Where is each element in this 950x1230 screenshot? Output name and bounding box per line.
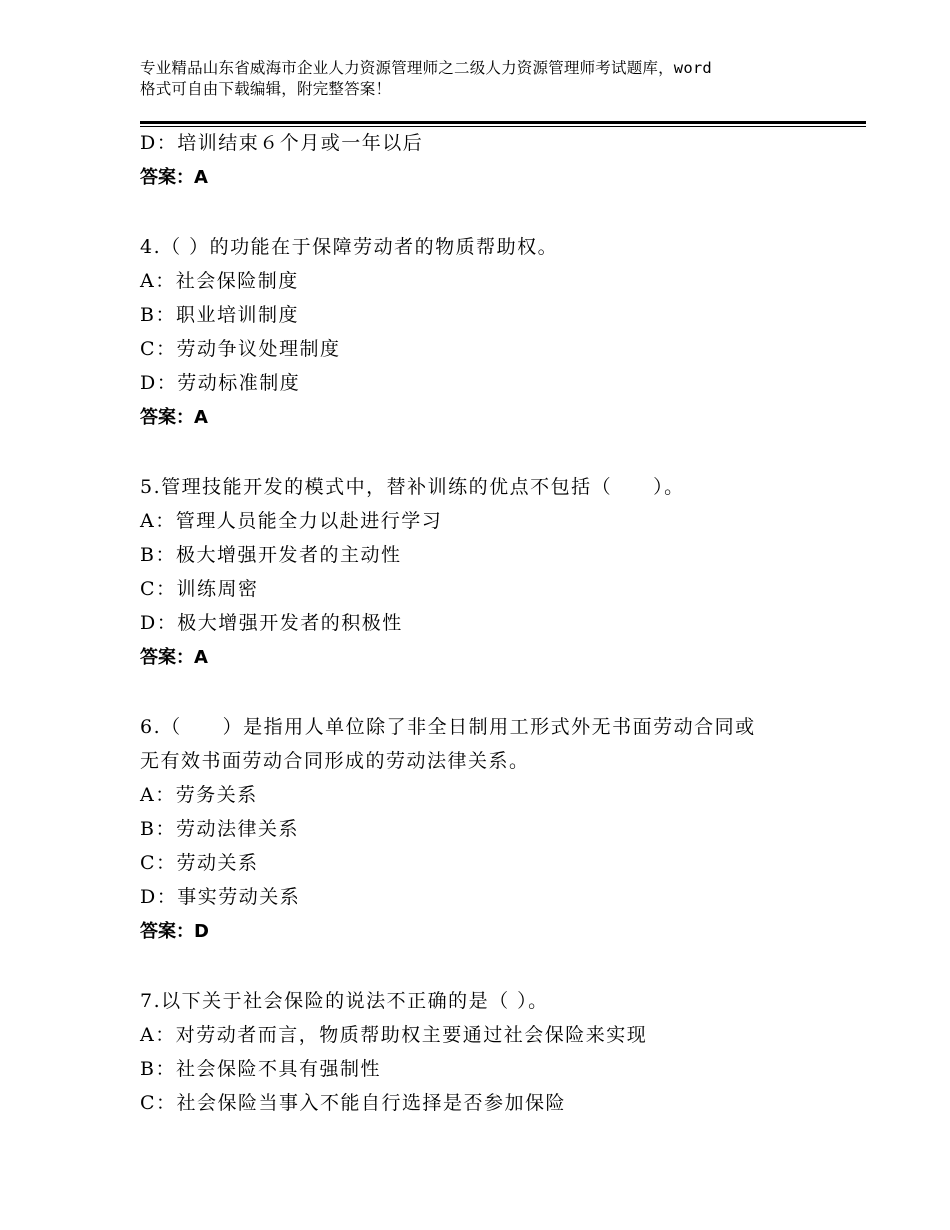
header-divider-thick	[140, 121, 866, 124]
spacer	[140, 950, 840, 984]
option-a: A：社会保险制度	[140, 270, 299, 292]
page-header	[140, 58, 840, 100]
option-d: D：培训结束６个月或一年以后	[140, 132, 424, 154]
question-stem: 4.（ ）的功能在于保障劳动者的物质帮助权。	[140, 236, 559, 258]
answer-label: 答案：A	[140, 647, 208, 668]
answer-label: 答案：A	[140, 407, 208, 428]
option-a: A：管理人员能全力以赴进行学习	[140, 510, 443, 532]
question-stem: 5.管理技能开发的模式中，替补训练的优点不包括（ ）。	[140, 476, 685, 498]
question-4	[140, 230, 840, 436]
option-a: A：劳务关系	[140, 784, 258, 806]
question-stem: 7.以下关于社会保险的说法不正确的是（ ）。	[140, 990, 549, 1012]
spacer	[140, 436, 840, 470]
option-d: D：极大增强开发者的积极性	[140, 612, 403, 634]
header-title-line-2: 格式可自由下载编辑，附完整答案！	[140, 80, 392, 98]
option-d: D：事实劳动关系	[140, 886, 301, 908]
option-c: C：训练周密	[140, 578, 259, 600]
option-b: B：社会保险不具有强制性	[140, 1058, 381, 1080]
header-title-line-1: 专业精品山东省威海市企业人力资源管理师之二级人力资源管理师考试题库，word	[140, 59, 712, 77]
question-6	[140, 710, 840, 950]
option-c: C：劳动关系	[140, 852, 259, 874]
spacer	[140, 196, 840, 230]
answer-label: 答案：D	[140, 921, 209, 942]
option-d: D：劳动标准制度	[140, 372, 301, 394]
question-5	[140, 470, 840, 676]
question-stem-line-1: 6.（ ）是指用人单位除了非全日制用工形式外无书面劳动合同或	[140, 716, 756, 738]
option-b: B：职业培训制度	[140, 304, 299, 326]
question-3-tail	[140, 126, 840, 196]
question-stem-line-2: 无有效书面劳动合同形成的劳动法律关系。	[140, 750, 530, 772]
answer-label: 答案：A	[140, 167, 208, 188]
spacer	[140, 676, 840, 710]
question-7	[140, 984, 840, 1120]
option-c: C：社会保险当事入不能自行选择是否参加保险	[140, 1092, 567, 1114]
question-list	[140, 126, 840, 1120]
option-c: C：劳动争议处理制度	[140, 338, 341, 360]
option-b: B：极大增强开发者的主动性	[140, 544, 402, 566]
option-b: B：劳动法律关系	[140, 818, 299, 840]
option-a: A：对劳动者而言，物质帮助权主要通过社会保险来实现	[140, 1024, 648, 1046]
